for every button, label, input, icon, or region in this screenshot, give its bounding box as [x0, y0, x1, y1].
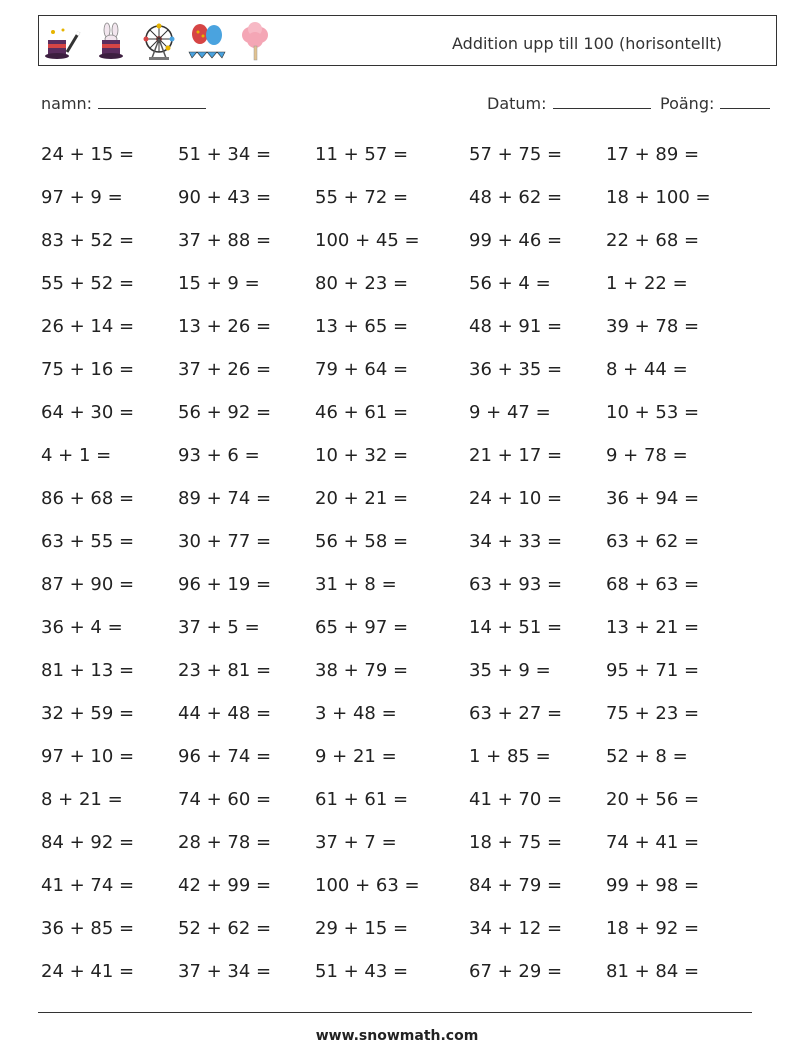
date-line[interactable] — [553, 96, 651, 109]
problem-item: 17 + 89 = — [606, 144, 700, 165]
problem-item: 15 + 9 = — [178, 273, 260, 294]
problem-item: 80 + 23 = — [315, 273, 409, 294]
problem-item: 52 + 8 = — [606, 746, 688, 767]
problem-item: 21 + 17 = — [469, 445, 563, 466]
problem-item: 75 + 23 = — [606, 703, 700, 724]
score-field — [660, 94, 770, 113]
problem-item: 64 + 30 = — [41, 402, 135, 423]
problem-item: 57 + 75 = — [469, 144, 563, 165]
problem-item: 87 + 90 = — [41, 574, 135, 595]
problem-item: 56 + 58 = — [315, 531, 409, 552]
problem-item: 1 + 85 = — [469, 746, 551, 767]
problem-item: 42 + 99 = — [178, 875, 272, 896]
problem-item: 81 + 13 = — [41, 660, 135, 681]
problem-item: 18 + 100 = — [606, 187, 711, 208]
date-label: Datum: — [487, 94, 547, 113]
problem-item: 30 + 77 = — [178, 531, 272, 552]
problem-item: 84 + 92 = — [41, 832, 135, 853]
problem-item: 22 + 68 = — [606, 230, 700, 251]
balloons-icon — [187, 22, 227, 62]
name-line[interactable] — [98, 96, 206, 109]
problem-item: 8 + 21 = — [41, 789, 123, 810]
problem-item: 75 + 16 = — [41, 359, 135, 380]
rabbit-hat-icon — [91, 22, 131, 62]
problem-item: 36 + 94 = — [606, 488, 700, 509]
problem-item: 63 + 27 = — [469, 703, 563, 724]
problem-item: 48 + 91 = — [469, 316, 563, 337]
problem-item: 36 + 4 = — [41, 617, 123, 638]
problem-item: 74 + 60 = — [178, 789, 272, 810]
problem-item: 37 + 26 = — [178, 359, 272, 380]
problem-item: 63 + 62 = — [606, 531, 700, 552]
worksheet-title: Addition upp till 100 (horisontellt) — [452, 34, 722, 53]
problem-item: 24 + 41 = — [41, 961, 135, 982]
problem-item: 35 + 9 = — [469, 660, 551, 681]
header-icons — [43, 22, 275, 62]
problem-item: 97 + 10 = — [41, 746, 135, 767]
problem-item: 55 + 72 = — [315, 187, 409, 208]
date-field — [487, 94, 651, 113]
problem-item: 34 + 33 = — [469, 531, 563, 552]
problem-item: 9 + 47 = — [469, 402, 551, 423]
problem-item: 84 + 79 = — [469, 875, 563, 896]
problem-item: 3 + 48 = — [315, 703, 397, 724]
footer-divider — [38, 1012, 752, 1013]
problem-item: 96 + 19 = — [178, 574, 272, 595]
problem-item: 18 + 75 = — [469, 832, 563, 853]
problem-item: 10 + 53 = — [606, 402, 700, 423]
problem-item: 10 + 32 = — [315, 445, 409, 466]
problem-item: 37 + 34 = — [178, 961, 272, 982]
problem-item: 24 + 15 = — [41, 144, 135, 165]
problem-item: 93 + 6 = — [178, 445, 260, 466]
problem-item: 55 + 52 = — [41, 273, 135, 294]
problem-grid — [41, 136, 761, 996]
cotton-candy-icon — [235, 22, 275, 62]
problem-item: 90 + 43 = — [178, 187, 272, 208]
problem-item: 86 + 68 = — [41, 488, 135, 509]
problem-item: 67 + 29 = — [469, 961, 563, 982]
problem-item: 65 + 97 = — [315, 617, 409, 638]
problem-item: 24 + 10 = — [469, 488, 563, 509]
problem-item: 37 + 88 = — [178, 230, 272, 251]
problem-item: 36 + 35 = — [469, 359, 563, 380]
problem-item: 41 + 74 = — [41, 875, 135, 896]
problem-item: 51 + 43 = — [315, 961, 409, 982]
problem-item: 96 + 74 = — [178, 746, 272, 767]
problem-item: 52 + 62 = — [178, 918, 272, 939]
problem-item: 68 + 63 = — [606, 574, 700, 595]
problem-item: 9 + 78 = — [606, 445, 688, 466]
problem-item: 97 + 9 = — [41, 187, 123, 208]
problem-item: 48 + 62 = — [469, 187, 563, 208]
problem-item: 74 + 41 = — [606, 832, 700, 853]
score-line[interactable] — [720, 96, 770, 109]
problem-item: 31 + 8 = — [315, 574, 397, 595]
problem-item: 37 + 5 = — [178, 617, 260, 638]
problem-item: 89 + 74 = — [178, 488, 272, 509]
problem-item: 39 + 78 = — [606, 316, 700, 337]
problem-item: 20 + 21 = — [315, 488, 409, 509]
footer-url: www.snowmath.com — [315, 1028, 479, 1044]
problem-item: 99 + 46 = — [469, 230, 563, 251]
problem-item: 100 + 45 = — [315, 230, 420, 251]
problem-item: 18 + 92 = — [606, 918, 700, 939]
problem-item: 56 + 92 = — [178, 402, 272, 423]
name-field — [41, 94, 206, 113]
problem-item: 28 + 78 = — [178, 832, 272, 853]
problem-item: 37 + 7 = — [315, 832, 397, 853]
score-label: Poäng: — [660, 94, 715, 113]
problem-item: 13 + 65 = — [315, 316, 409, 337]
problem-item: 51 + 34 = — [178, 144, 272, 165]
problem-item: 83 + 52 = — [41, 230, 135, 251]
problem-item: 8 + 44 = — [606, 359, 688, 380]
problem-item: 36 + 85 = — [41, 918, 135, 939]
problem-item: 56 + 4 = — [469, 273, 551, 294]
problem-item: 1 + 22 = — [606, 273, 688, 294]
header-box — [38, 15, 777, 66]
name-label: namn: — [41, 94, 93, 113]
problem-item: 46 + 61 = — [315, 402, 409, 423]
problem-item: 32 + 59 = — [41, 703, 135, 724]
problem-item: 4 + 1 = — [41, 445, 112, 466]
magic-hat-icon — [43, 22, 83, 62]
problem-item: 23 + 81 = — [178, 660, 272, 681]
problem-item: 81 + 84 = — [606, 961, 700, 982]
problem-item: 34 + 12 = — [469, 918, 563, 939]
problem-item: 61 + 61 = — [315, 789, 409, 810]
problem-item: 63 + 93 = — [469, 574, 563, 595]
problem-item: 95 + 71 = — [606, 660, 700, 681]
problem-item: 13 + 26 = — [178, 316, 272, 337]
problem-item: 41 + 70 = — [469, 789, 563, 810]
problem-item: 14 + 51 = — [469, 617, 563, 638]
problem-item: 11 + 57 = — [315, 144, 409, 165]
problem-item: 26 + 14 = — [41, 316, 135, 337]
problem-item: 9 + 21 = — [315, 746, 397, 767]
problem-item: 29 + 15 = — [315, 918, 409, 939]
problem-item: 79 + 64 = — [315, 359, 409, 380]
problem-item: 44 + 48 = — [178, 703, 272, 724]
problem-item: 99 + 98 = — [606, 875, 700, 896]
ferris-wheel-icon — [139, 22, 179, 62]
problem-item: 63 + 55 = — [41, 531, 135, 552]
problem-item: 20 + 56 = — [606, 789, 700, 810]
problem-item: 100 + 63 = — [315, 875, 420, 896]
problem-item: 38 + 79 = — [315, 660, 409, 681]
problem-item: 13 + 21 = — [606, 617, 700, 638]
